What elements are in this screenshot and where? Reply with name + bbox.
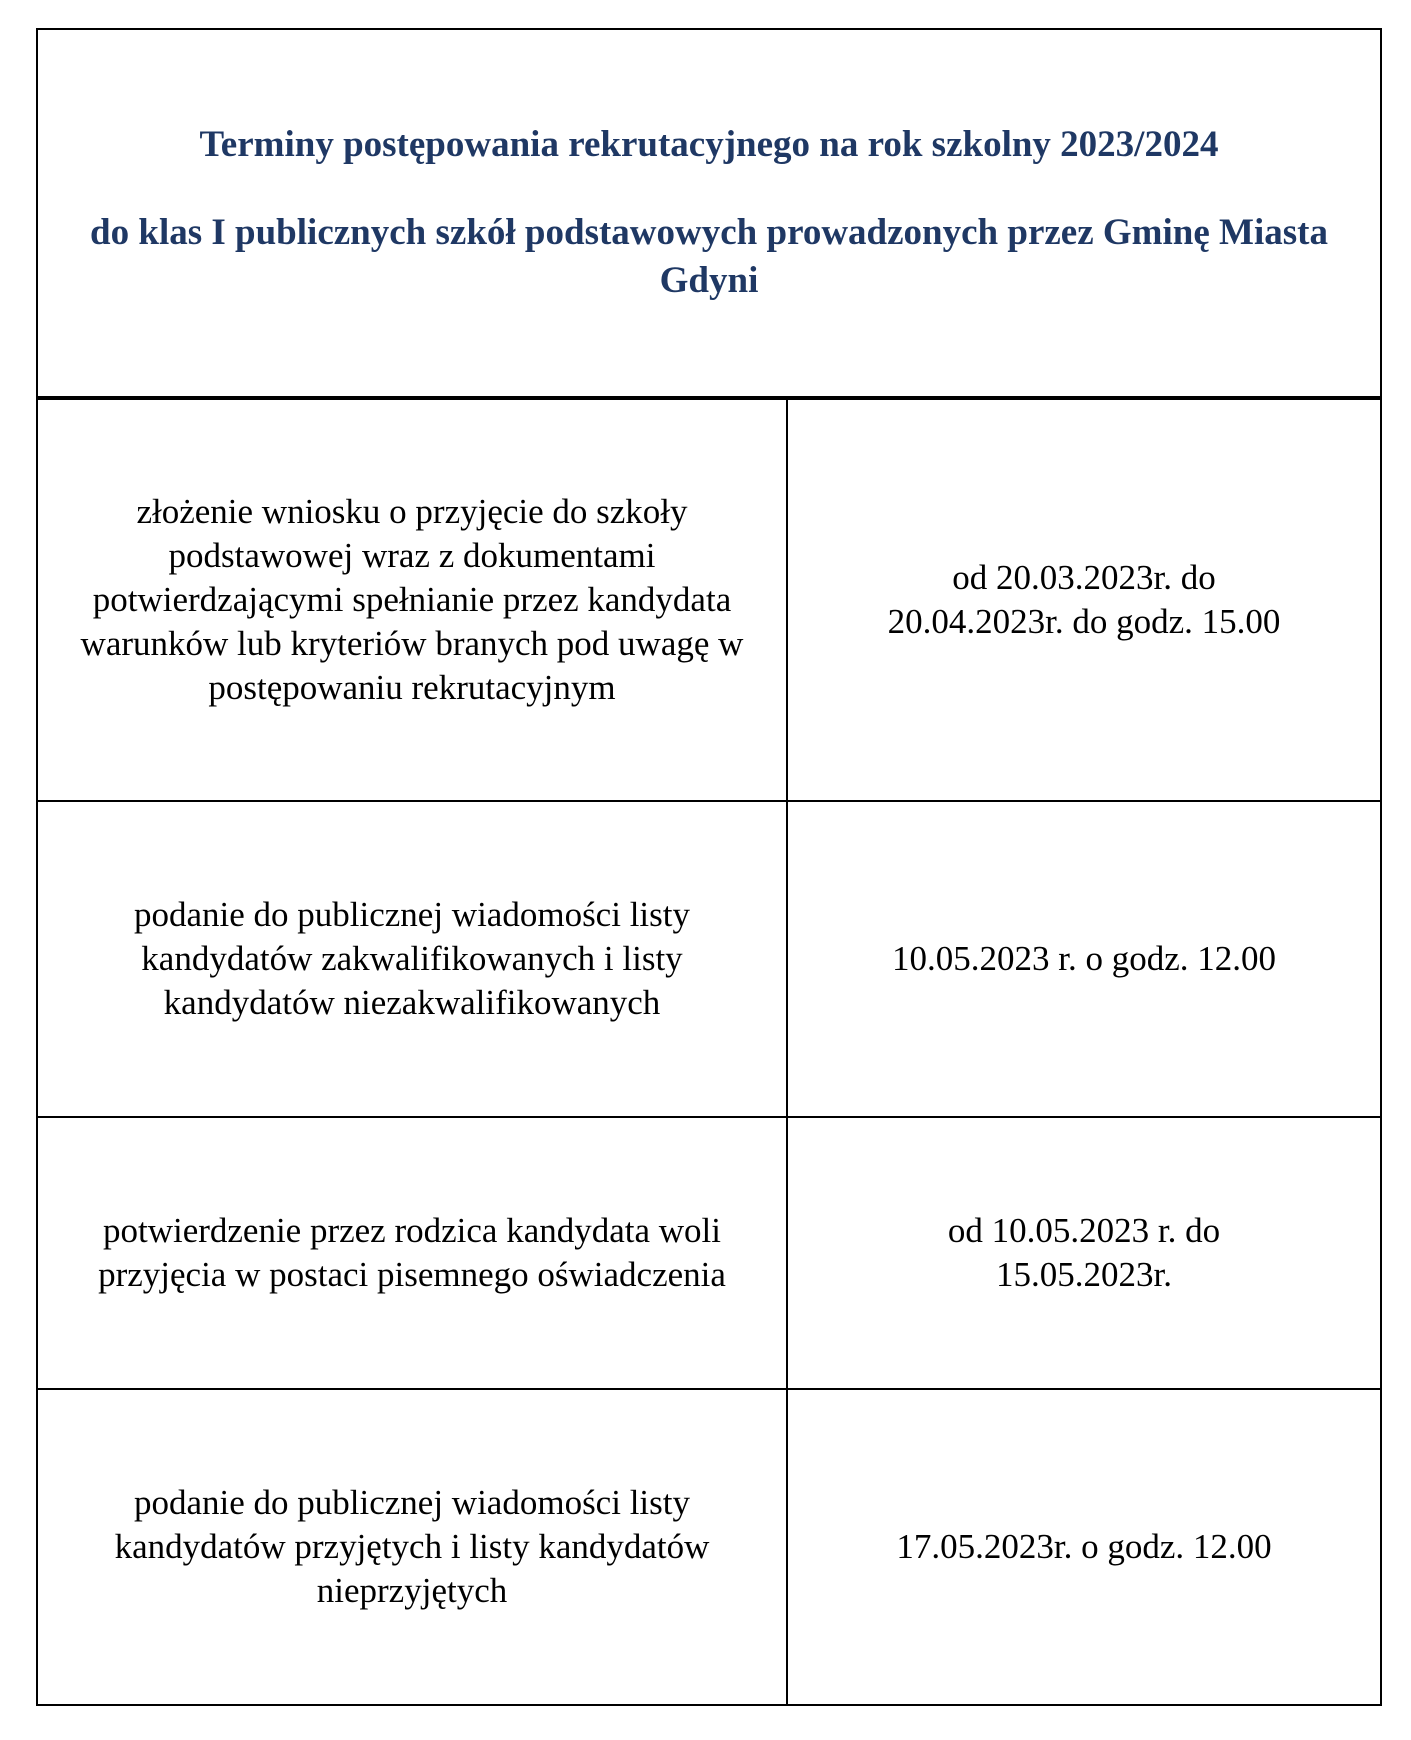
row-date: od 10.05.2023 r. do 15.05.2023r. <box>947 1211 1221 1294</box>
row-description: podanie do publicznej wiadomości listy kandydatów zakwalifikowanych i listy kandydatów niezakwalifikowanych <box>133 895 690 1022</box>
table-row <box>36 1116 1382 1390</box>
table-header <box>36 28 1382 398</box>
row-date-cell <box>788 398 1382 802</box>
row-date-cell <box>788 1388 1382 1706</box>
row-description-cell <box>36 1116 788 1390</box>
row-description-cell <box>36 1388 788 1706</box>
row-date-cell <box>788 800 1382 1118</box>
row-date: 17.05.2023r. o godz. 12.00 <box>896 1527 1272 1566</box>
row-description: potwierdzenie przez rodzica kandydata woli przyjęcia w postaci pisemnego oświadczenia <box>98 1211 726 1294</box>
table-row <box>36 398 1382 802</box>
page-title: Terminy postępowania rekrutacyjnego na rok szkolny 2023/2024 <box>199 124 1219 165</box>
row-description-cell <box>36 398 788 802</box>
row-date: od 20.03.2023r. do 20.04.2023r. do godz. 15.00 <box>887 558 1281 641</box>
row-date: 10.05.2023 r. o godz. 12.00 <box>891 939 1276 978</box>
page-subtitle: do klas I publicznych szkół podstawowych prowadzonych przez Gminę Miasta Gdyni <box>90 212 1328 301</box>
table-row <box>36 1388 1382 1706</box>
row-date-cell <box>788 1116 1382 1390</box>
row-description: podanie do publicznej wiadomości listy kandydatów przyjętych i listy kandydatów nieprzyjętych <box>114 1483 710 1610</box>
row-description-cell <box>36 800 788 1118</box>
schedule-table <box>36 28 1382 1706</box>
table-row <box>36 800 1382 1118</box>
row-description: złożenie wniosku o przyjęcie do szkoły podstawowej wraz z dokumentami potwierdzającymi spełnianie przez kandydata warunków lub kryteriów branych pod uwagę w postępowaniu rekrutacyjnym <box>80 492 744 707</box>
